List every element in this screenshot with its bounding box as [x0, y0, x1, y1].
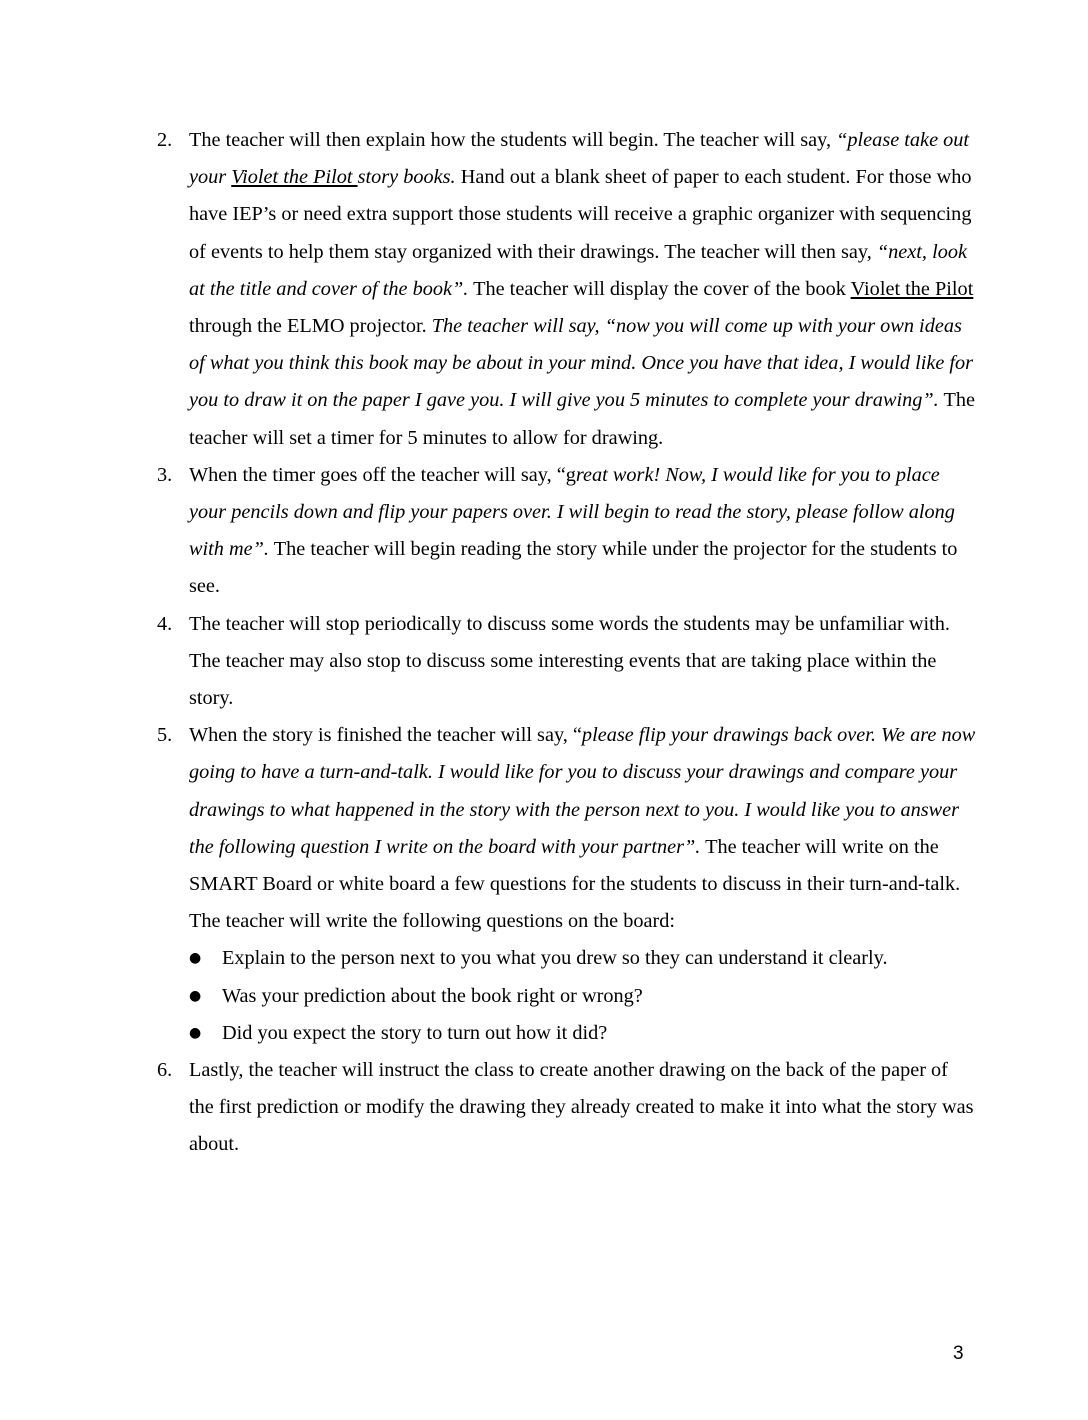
item-number: 3.	[157, 463, 173, 486]
procedure-list	[157, 122, 977, 1164]
list-item-4: 4. The teacher will stop periodically to discuss some words the students may be unfamiliar with. The teacher may also stop to discuss some interesting events that are taking place within the story.	[157, 606, 977, 718]
bullet-icon: ●	[189, 987, 202, 1004]
item-number: 6.	[157, 1059, 173, 1082]
question-item: ● Explain to the person next to you what you drew so they can understand it clearly.	[189, 940, 977, 977]
bullet-icon: ●	[189, 1024, 202, 1041]
book-title: Violet the Pilot	[850, 277, 974, 300]
question-item: ● Was your prediction about the book right or wrong?	[189, 978, 977, 1015]
item-number: 4.	[157, 612, 173, 635]
question-item: ● Did you expect the story to turn out how it did?	[189, 1015, 977, 1052]
book-title: Violet the Pilot	[231, 166, 358, 189]
item-number: 2.	[157, 129, 173, 151]
list-item-6: 6. Lastly, the teacher will instruct the class to create another drawing on the back of the paper of the first prediction or modify the drawing they already created to make it into what the story was about.	[157, 1052, 977, 1164]
page-number: 3	[953, 1343, 964, 1364]
item-number: 5.	[157, 724, 173, 747]
list-item-5: 5. When the story is finished the teacher will say, “please flip your drawings back over. We are now going to have a turn-and-talk. I would like for you to discuss your drawings and compare your drawings to what happened in the story with the person next to you. I would like you to answer the following question I write on the board with your partner”. The teacher will write on the SMART Board or white board a few questions for the students to discuss in their turn-and-talk. The teacher will write the following questions on the board:	[157, 717, 977, 940]
bullet-icon: ●	[189, 950, 202, 967]
list-item-2: 2. The teacher will then explain how the students will begin. The teacher will say, “please take out your Violet the Pilot story books. Hand out a blank sheet of paper to each student. For those who have IEP’s or need extra support those students will receive a graphic organizer with sequencing of events to help them stay organized with their drawings. The teacher will then say, “next, look at the title and cover of the book”. The teacher will display the cover of the book Violet the Pilot through the ELMO projector. The teacher will say, “now you will come up with your own ideas of what you think this book may be about in your mind. Once you have that idea, I would like for you to draw it on the paper I gave you. I will give you 5 minutes to complete your drawing”. The teacher will set a timer for 5 minutes to allow for drawing.	[157, 122, 977, 457]
list-item-3: 3. When the timer goes off the teacher will say, “great work! Now, I would like for you to place your pencils down and flip your papers over. I will begin to read the story, please follow along with me”. The teacher will begin reading the story while under the projector for the students to see.	[157, 457, 977, 606]
question-list	[157, 940, 977, 1052]
